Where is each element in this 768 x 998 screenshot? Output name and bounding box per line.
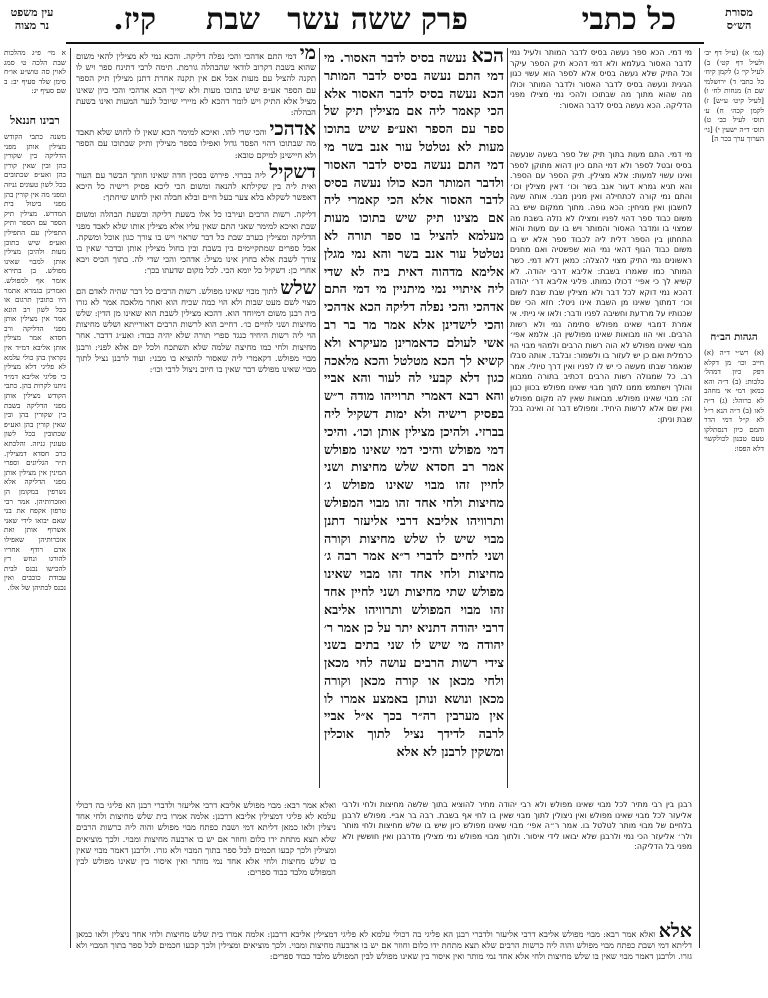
ein-mishpat-column: א מי׳ פ״ג מהלכות שבת הלכה ט׳ סמג לאוין סה טוש״ע או״ח סימן שלד סעיף יב: ב שם סעיף יג: — [4, 48, 66, 96]
tractate-title: שבת — [206, 2, 260, 37]
gemara-left-divider — [319, 48, 320, 788]
bottom-wide-text: ואלא אמר רבא: מבוי מפולש אליבא דרבי אליעזר ולדברי רבנן הא פליגי בה דכולי עלמא לא פליגי דמצילין אליבא דרבנן: אלמה אמרו בית שלש מחיצות ולחי אחד ניצלין ולאו כמאן דליתא דמי ושבת כפתח מבוי מפולש והוה ליה כרשות הרבים שלא תצא מתחת ידו כלום וחוזר אם יש בו ארבעה מחיצות ומבוי. ולכך מוציאים ומצילין ולכך קבעו חכמים לכל ספר בתוך המבוי ולא גזרו. ולרבנן דאמר מבוי שאין בו שלש מחיצות ולחי אלא אחד נמי מותר ואין איסור בין שאינו מפולש לבין המפולש מלבד כבוד ספרים: — [76, 929, 692, 962]
right-margin-divider — [699, 48, 700, 948]
folio-number: קיז. — [113, 2, 156, 37]
rashi-bottom-right: רבנן בין רבי מתיר לכל מבוי שאינו מפולש ולא רבי יהודה מתיר להוציא בתוך שלשה מחיצות ולחי ולרבי אליעזר לכל מבוי שאינו מפולש ואין ניצולין לתוך מבוי שאין בו לחי אף בשבת. רבה בר אביי. מפולש לרבנן בלחיים של מבוי מותר לטלטל בו. אמר ר״ה אפי׳ מבוי שאינו מפולש כיון שיש בו שלש מחיצות ולחי מותר ולר׳ אליעזר הכי נמי ולרבנן שלא יבואו לידי איסור. ולתוך מבוי מפולש נמי מצילין מדרבנן ואין חוששין ולא מפני בל הדליקה: — [342, 800, 692, 852]
gemara-opening-word: הכא — [471, 45, 504, 67]
tosafot-text-4: דליקה. רשות הרבים ועירבו כל אלו בשעת דליקה ובשעת הבהלה ומשום שבת ואיכא למימר שאני התם שאין עליו אלא מצילין אותו שלא לאבד מפני הדליקה ומצילין בערב שבת כל דבר שראוי ויש בו צורך כגון אוכל ומשקה. אבל ספרים שמתקיימים בין בשבת ובין בחול מצילין אותן ובדבר שאין בו צורך לשבת אלא בחוץ אינו מציל: אדהכי והכי שדי לה. בתוך הכיס ויבא אחרי כן: דשקיל כל יומא הכי. לכל מקום שדעתו בכך: — [76, 209, 316, 276]
tosafot-column — [76, 42, 316, 788]
tosafot-bottom: ואלא אמר רבא: מבוי מפולש אליבא דרבי אליעזר ולדברי רבנן הא פליגי בה דכולי עלמא לא פליגי דמצילין אליבא דרבנן: אלמה אמרו בית שלש מחיצות ולחי אחד ניצלין ולאו כמאן דליתא דמי ושבת כפתח מבוי מפולש והוה ליה כרשות הרבים שלא תצא מתחת ידו כלום וחוזר אם יש בו ארבעה מחיצות ומבוי. ולכך מוציאים ומצילין ולכך קבעו חכמים לכל ספר בתוך המבוי ולא גזרו. ולרבנן דאמר מבוי שאין בו שלש מחיצות ולחי אלא אחד נמי מותר ואין איסור בין שאינו מפולש לבין המפולש מלבד כבוד ספרים: — [76, 800, 336, 878]
mesoret-hashas-column: (גמ׳ א) (ע״ל דף יב׳ ולעיל דף קט׳) ב) לעיל קי׳ ג) לקמן קיח׳ כל כתבי ד) ירושלמי שם ה) מנחות לח׳ ו) [לעיל קיט׳ ע״ש] ז) לקמן קכה׳ ח) ע׳ תוס׳ לעיל כב׳ ט) תוס׳ ד״ה ישעין י) [גי׳ הערוך ערך בכר ה] — [704, 48, 764, 144]
mesoret-label: מסורת הש״ס — [725, 6, 753, 32]
tosafot-text-1: דמי התם אדהכי והכי נפלה דליקה. והכא נמי לא מצילין להאי משום שהוא בשבת דקרוב לודאי שהבהלה גורמת. תימה לרבי דתינח ספר ויש לו תקנה להציל עם מעות אבל אם אין תקנה אחרת דתנן מצילין תיק הספר עם הספר אע״פ שיש בתוכו מעות ולא שייך הכא אדהכי והכי כיון שאינו מציל אלא התיק ויש לומר דהכא לא מיירי שיוכל לנער המעות ואינו בשעת הבהלה: — [76, 51, 316, 118]
bottom-wide-commentary — [76, 920, 692, 988]
rashi-column: מי דמי. התם מעות בתוך תיק של ספר בשעה שנעשה בסיס ובטל לספר ולא דמי התם כיון דהוא מתוקן לספר ואינו עשוי למעות: אלא מצילין. תיק הספר עם הספר. והא תניא גמרא דעור אנב בשר וכו׳ דאין מצילין וכו׳ והתם נמי קורה לכתחילה ואין מנינן מבני. אותה שעה לחשבון ואין מניחין: הכא גופה. מתוך ממקום שיש בה משום כבוד ספר דהוי לפניו ומצילו לא נזלה בשבת מה שמצוי בו ומדבר האסור והמותר ויש בו עם מעות והוא התחתון בין הספר דלית ליה לכבוד ספר אלא יש בו משום כבוד הגוף דהאי נמי הוא שפשטיה ואם מחנים ראשונים נמי התיק מצוי להצלה: כמאן דלא דמי. כשר המותר כמו שאמרו בשבת: אליבא דרבי יהודה. לא קשיא לך כי אפי׳ דכולו כמותו. פליגי אליבא דר׳ יהודה דהכא נמי דוקא לכל דבר ולא מצילין שבת שבת לשום וכו׳ דמתוך שאינו מן השבת אינו ניטל: חזא הכי שם שכנותיו על מרדעת וחשיבה לפניו ודבר: ולאו אי נייתי. אי אמרת דמבוי שאינו מפולש סתימה נמי ולא רשות הרבים. ואי הוו מבואות שאינו מפולשין הן. אלמא אפי׳ מבוי שאינו מפולש לא הוה רשות הרבים ולמהוי מבוי הוי כרמלית ואם כן יש לעזור בו ולשמור: ובלבד. אותה סבלו שנאמר שבתו מעשה כי יש לו לפניו ואין דרך טיולי. אמר רב. כל שמגולה רשות הרבים דכתיב בתורה ממבוא והולך וישתמש ממנו לתוך מבוי שאינו מפולש בכוון כגון זה: מבוי שאינו מפולש. מבואות שאין לה מקום מפולש ואין שם אלא לרשות היחיד. ומפולש דבר זה ואינה בכל שבת וניתן: — [510, 150, 692, 424]
perek-title: פרק ששה עשר — [287, 2, 468, 37]
rabbeinu-chananel-column: משנה כתבי הקודש מצילין אותן מפני הדליקה בין שקורין בהן ובין שאין קורין בהן ואע״פ שכתובים בכל לשון טעונים גניזה ומפני מה אין קורין בהן מפני ביטול בית המדרש. מצילין תיק הספר עם הספר ותיק התפילין עם התפילין ואע״פ שיש בתוכן מעות ולהיכן מצילין אותן למבוי שאינו מפולש. בן בתירא אומר אף למפולש. ואמרינן בגמרא אתמר היו כתובין תרגום או בכל לשון רב הונא אמר אין מצילין אותן מפני הדליקה ורב חסדא אמר מצילין אותן אליבא דמ״ד אין נקראין בהן כולי עלמא לא פליגי דלא מצילין כי פליגי אליבא דמ״ד ניתנו לקרות בהן. כתבי הקודש מצילין אותן מפני הדליקה בשבת בין שקורין בהן ובין שאין קורין בהן ואע״פ שכתובין בכל לשון טעונין גניזה. והלכתא כרב חסדא דמצילין. ת״ר הגליונים וספרי המינין אין מצילין אותן מפני הדליקה אלא נשרפין במקומן הן ואזכרותיהן. אמר רבי טרפון אקפח את בני שאם יבואו לידי שאני אשרוף אותן ואת אזכרותיהן שאפילו אדם רודף אחריו להורגו ונחש רץ להכישו נכנס לבית עבודת כוכבים ואין נכנס לבתיהן של אלו. — [3, 132, 66, 592]
tosafot-text-5: לתוך מבוי שאינו מפולש. רשות הרבים כל דבר שהיה לאדם הם מצוי לשם מעט שבות ולא הוי כמה שכיח הוא ואחר מלאכה אמר לא גזרו ביה רבנן משום דמיוחד הוא. דהכא מצילין לשבת הוא שאינו מן הדין: שלש מחיצות ושני לחיים כו׳. דחייב הוא לרשות הרבים דאורייתא ושלש מחיצות הוי ליה רשות היחיד כנגד ספרי תורה שלא יהיה כבוד: — [76, 285, 316, 341]
rabbeinu-chananel-heading: רבינו חננאל — [10, 114, 60, 127]
tosafot-text-3: ליה בברזי. פירוש בסכין חדה שאינו חותך הבשר עם העור ואית ליה בין שקילתא להנאה ומשום הכי ליכא פסיק רישיה כל היכא דאפשר לשקלא בלא צער בעל חיים ובלא חבלה ואין לחוש שיחתך: — [76, 169, 316, 203]
tosafot-text-2: והכי שדי להו. ואיכא למימר הכא שאין לו לחוש שלא תאבד מה שבתוכו דהוי הפסד גדול ואפילו בספר מצילין ותיק שבתוכו עם הספר ולא חיישינן למיקם טובא: — [76, 127, 316, 160]
gemara-right-divider — [507, 48, 508, 788]
tosafot-heading-2: אדהכי — [269, 118, 316, 141]
gemara-body: נעשה בסיס לדבר האסור. מי דמי התם נעשה בסיס לדבר המותר הכא נעשה בסיס לדבר האסור אלא הכי קאמר ליה אם מצילין תיק של ספר עם הספר ואע״פ שיש בתוכו מעות לא נטלטל עור אנב בשר מי דמי התם נעשה בסיס לדבר האסור ולדבר המותר הכא כולו נעשה בסיס לדבר האסור אלא הכי קאמרי ליה אם מצינו תיק שיש בתוכו מעות מעלמא להציל בו ספר תורה לא נטלטל עור אנב בשר והא נמי מגלן אלימא מדהוה דאית ביה לא שדי ליה איתויי נמי מיתניין מי דמי התם אדהכי והכי נפלה דליקה הכא אדהכי והכי לישדינן אלא אמר מר בר רב אשי לעולם כדאמרינן מעיקרא ולא קשיא לך הכא מטלטל והכא מלאכה כגון דלא קבעי לה לעור והא אביי והא רבא דאמרי תרוייהו מודה ר״ש בפסיק רישיה ולא ימות דשקיל ליה בברזי. ולהיכן מצילין אותן וכו׳. והיכי דמי מפולש והיכי דמי שאינו מפולש אמר רב חסדא שלש מחיצות ושני לחיין זהו מבוי שאינו מפולש ג׳ מחיצות ולחי אחד זהו מבוי המפולש ותרוויהו אליבא דרבי אליעזר דתנן מבוי שיש לו שלש מחיצות וקורה ושני לחיים לדברי ר״א אמר רבה ג׳ מחיצות ולחי אחד זהו מבוי שאינו מפולש שתי מחיצות ושני לחיין אחד זהו מבוי המפולש ותרוויהו אליבא דרבי יהודה דתניא יתר על כן אמר ר׳ יהודה מי שיש לו שני בתים בשני צידי רשות הרבים עושה לחי מכאן ולחי מכאן או קורה מכאן וקורה מכאן ונושא ונותן באמצע אמרו לו אין מערבין רה״ר בכך א״ל אביי לרבה לדידך נציל לתוך אוכלין ומשקין לרבנן לא אלא — [324, 50, 504, 760]
gemara-text — [324, 45, 504, 788]
mid-section-heading: שלש — [280, 276, 316, 299]
tosafot-heading: מי — [299, 42, 316, 64]
hagahot-heading: הגהות הב״ח — [710, 332, 758, 343]
tosafot-text-6: ואע״ג דדבר. אחר מחיצות ולחי כמו מחיצה שלמה שלא תשתכח ולכל יום אלא לפני: ורבנן מבוי מפולש. דקאמרי ליה שאסור להוציא בו מבני: ועוד לרבנן נציל לתוך מבוי שאינו מפולש דבר שאין בו חיוב ניצול לרבי וכו׳: — [76, 330, 316, 375]
rashi-top: מי דמי. הכא ספר נעשה בסיס לדבר המותר ולעיל נמי לדבר האסור בעלמא ולא דמי דהכא תיק הספר עיקר וכל התיק שלא נעשה בסיס אלא לספר הוא עשוי כגון הגיגית ונעשה בסיס לדבר האסור ולדבר המותר וכולו מה שהוא מתוך מה שבתוכו ולהכי נמי מצילו מפני הדליקה. הכא נעשה בסיס לדבר האסור: — [510, 48, 692, 110]
bottom-opening-word: אלא — [658, 920, 692, 942]
ein-mishpat-label: עין משפט נר מצוה — [10, 6, 54, 32]
chapter-title: כל כתבי — [581, 2, 676, 37]
hagahot-column: (א) רש״י ד״ה (א) חייב וכו׳ מן דקלא דפק כיון דמהל׳ כלבות: (ב) ד״ה והא כמאן דמי אי מחהב לא כרוהל: (ג) ד״ה לאו (ב) ד״ה הנא ר״ל לא ק״ל דמי הדר והמם כיון דנסתלקו טעם טבנון לכולקשוי דלא הפסו: — [704, 348, 764, 453]
header-rule — [66, 42, 704, 44]
tosafot-heading-3: דשקיל — [269, 160, 316, 183]
left-margin-divider — [70, 48, 71, 948]
